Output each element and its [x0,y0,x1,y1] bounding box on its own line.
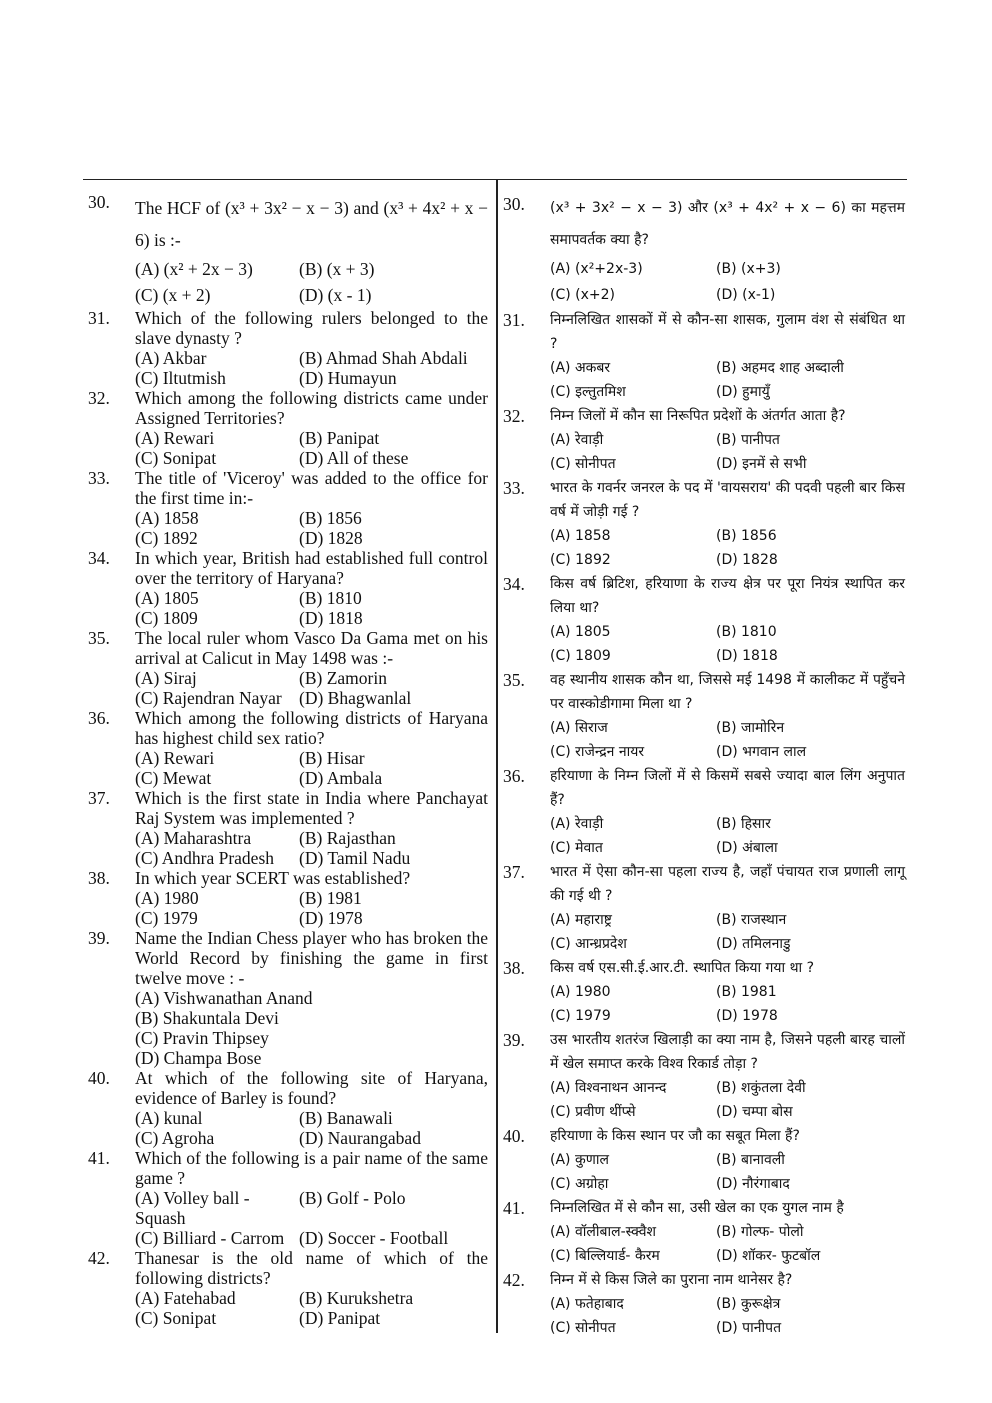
option-a: (A) (x² + 2x − 3) [135,259,253,279]
question-number: 36. [503,766,525,786]
question [503,572,905,668]
question-body [135,388,488,468]
option-d: (D) भगवान लाल [716,744,807,760]
option-b: (B) 1810 [716,624,777,640]
question-stem: किस वर्ष एस.सी.ई.आर.टी. स्थापित किया गया था ? [550,960,815,976]
question-number: 41. [88,1148,110,1168]
options [135,588,488,628]
option-a: (A) Siraj [135,668,197,688]
question [88,788,488,868]
option-c: (C) 1892 [135,528,198,548]
options [550,356,905,404]
question-stem: भारत के गवर्नर जनरल के पद में 'वायसराय' की पदवी पहली बार किस वर्ष में जोड़ी गई ? [550,480,905,520]
option-b: (B) Panipat [299,428,380,448]
option-b: (B) हिसार [716,816,771,832]
option-c: (C) Andhra Pradesh [135,848,275,868]
option-c: (C) Pravin Thipsey [135,1028,269,1048]
option-b: (B) जामोरिन [716,720,785,736]
option-c: (C) Rajendran Nayar [135,688,282,708]
option-d: (D) 1828 [299,528,363,548]
option-b: (B) 1810 [299,588,362,608]
options [550,812,905,860]
option-b: (B) Ahmad Shah Abdali [299,348,468,368]
option-a: (A) 1805 [135,588,199,608]
option-d: (D) (x - 1) [299,285,372,305]
question-stem: निम्न जिलों में कौन सा निरूपित प्रदेशों के अंतर्गत आता है? [550,408,846,424]
question-body [135,868,488,928]
question [503,1124,905,1196]
question-stem: (x³ + 3x² − x − 3) और (x³ + 4x² + x − 6) का महत्तम समापवर्तक क्या है? [550,200,905,248]
options [135,348,488,388]
question [88,708,488,788]
option-a: (A) kunal [135,1108,203,1128]
option-c: (C) सोनीपत [550,1320,616,1336]
option-a: (A) विश्वनाथन आनन्द [550,1080,667,1096]
question [88,388,488,468]
question-number: 42. [503,1270,525,1290]
question-stem: Which among the following districts of Haryana has highest child sex ratio? [135,708,488,748]
question-number: 34. [88,548,110,568]
option-b: (B) राजस्थान [716,912,787,928]
question [88,1068,488,1148]
option-b: (B) (x+3) [716,261,781,277]
option-b: (B) Banawali [299,1108,393,1128]
option-b: (B) शकुंतला देवी [716,1080,806,1096]
question-body [135,628,488,708]
option-c: (C) बिल्लियार्ड- कैरम [550,1248,660,1264]
question-stem: Name the Indian Chess player who has broken the World Record by finishing the game in first twelve move : - [135,928,488,988]
option-d: (D) Bhagwanlal [299,688,412,708]
option-a: (A) Vishwanathan Anand [135,988,313,1008]
question-stem: किस वर्ष ब्रिटिश, हरियाणा के राज्य क्षेत्र पर पूरा नियंत्र स्थापित कर लिया था? [550,576,905,616]
option-a: (A) सिराज [550,720,608,736]
options [550,1076,905,1124]
question-body [135,192,488,308]
option-d: (D) तमिलनाडु [716,936,791,952]
option-c: (C) मेवात [550,840,603,856]
option-c: (C) प्रवीण थींप्से [550,1104,636,1120]
option-a: (A) अकबर [550,360,611,376]
question-stem: वह स्थानीय शासक कौन था, जिससे मई 1498 में कालीकट में पहुँचने पर वास्कोडीगामा मिला था ? [550,672,905,712]
options [550,256,905,308]
option-d: (D) Champa Bose [135,1048,262,1068]
question-body [550,404,905,476]
option-d: (D) Naurangabad [299,1128,421,1148]
question-body [135,308,488,388]
option-c: (C) 1809 [550,648,611,664]
question-body [135,468,488,548]
option-d: (D) All of these [299,448,409,468]
option-d: (D) नौरंगाबाद [716,1176,790,1192]
question [503,308,905,404]
option-b: (B) Golf - Polo [299,1188,406,1208]
options [550,908,905,956]
question-number: 39. [503,1030,525,1050]
option-a: (A) महाराष्ट्र [550,912,612,928]
options [135,748,488,788]
options [135,1108,488,1148]
option-d: (D) 1818 [299,608,363,628]
question-number: 34. [503,574,525,594]
question [503,1268,905,1340]
question-number: 30. [88,192,110,212]
question-stem: The title of 'Viceroy' was added to the office for the first time in:- [135,468,488,508]
options [135,888,488,928]
question-body [550,1028,905,1124]
option-b: (B) पानीपत [716,432,780,448]
question [88,548,488,628]
option-d: (D) पानीपत [716,1320,782,1336]
hindi-column [503,192,905,1340]
question-number: 31. [503,310,525,330]
options [550,716,905,764]
option-a: (A) Fatehabad [135,1288,236,1308]
options [135,668,488,708]
question-stem: Which is the first state in India where Panchayat Raj System was implemented ? [135,788,488,828]
question-body [135,1068,488,1148]
question-number: 40. [503,1126,525,1146]
option-c: (C) राजेन्द्रन नायर [550,744,645,760]
option-c: (C) Agroha [135,1128,215,1148]
top-rule [83,179,907,180]
option-d: (D) 1978 [299,908,363,928]
option-d: (D) 1818 [716,648,778,664]
option-b: (B) 1856 [716,528,777,544]
option-a: (A) Rewari [135,748,215,768]
option-b: (B) Hisar [299,748,365,768]
options [135,828,488,868]
option-d: (D) चम्पा बोस [716,1104,793,1120]
option-a: (A) 1980 [135,888,199,908]
question [88,308,488,388]
question-body [550,668,905,764]
question [88,928,488,1068]
question-stem: निम्नलिखित में से कौन सा, उसी खेल का एक युगल नाम है [550,1200,844,1216]
question-number: 40. [88,1068,110,1088]
question-number: 32. [88,388,110,408]
option-d: (D) Humayun [299,368,397,388]
question-number: 38. [503,958,525,978]
option-a: (A) फतेहाबाद [550,1296,624,1312]
option-a: (A) (x²+2x-3) [550,261,643,277]
question-body [550,1196,905,1268]
option-b: (B) कुरूक्षेत्र [716,1296,781,1312]
question-number: 38. [88,868,110,888]
option-a: (A) Maharashtra [135,828,252,848]
question-number: 37. [503,862,525,882]
option-c: (C) इल्तुतमिश [550,384,626,400]
option-c: (C) Mewat [135,768,212,788]
column-divider [496,180,498,1333]
options [135,428,488,468]
question [503,476,905,572]
question-stem: निम्न में से किस जिले का पुराना नाम थानेसर है? [550,1272,793,1288]
options [135,508,488,548]
question [88,868,488,928]
option-a: (A) रेवाड़ी [550,432,604,448]
question-body [550,476,905,572]
option-a: (A) वॉलीबाल-स्क्वैश [550,1224,657,1240]
question-stem: In which year, British had established full control over the territory of Haryana? [135,548,488,588]
question-body [135,708,488,788]
question-stem: हरियाणा के किस स्थान पर जौ का सबूत मिला हैं? [550,1128,800,1144]
question-number: 31. [88,308,110,328]
question-number: 37. [88,788,110,808]
question-number: 35. [88,628,110,648]
question-body [135,1148,488,1248]
option-d: (D) Ambala [299,768,383,788]
option-a: (A) रेवाड़ी [550,816,604,832]
option-c: (C) Billiard - Carrom [135,1228,285,1248]
english-column [88,192,488,1328]
question-stem: Which of the following is a pair name of the same game ? [135,1148,488,1188]
option-b: (B) Kurukshetra [299,1288,414,1308]
option-d: (D) हुमायुँ [716,384,770,400]
option-a: (A) कुणाल [550,1152,609,1168]
question [503,404,905,476]
question-body [550,192,905,308]
option-a: (A) 1858 [135,508,199,528]
option-d: (D) शॉकर- फुटबॉल [716,1248,821,1264]
option-c: (C) आन्ध्रप्रदेश [550,936,627,952]
question-body [550,956,905,1028]
option-d: (D) इनमें से सभी [716,456,807,472]
option-c: (C) 1979 [135,908,198,928]
question-stem: हरियाणा के निम्न जिलों में से किसमें सबसे ज्यादा बाल लिंग अनुपात हैं? [550,768,905,808]
options [135,1288,488,1328]
option-c: (C) (x+2) [550,287,615,303]
question-body [550,1268,905,1340]
option-c: (C) Iltutmish [135,368,226,388]
question [503,192,905,308]
option-d: (D) Tamil Nadu [299,848,411,868]
option-b: (B) Rajasthan [299,828,396,848]
question-number: 30. [503,194,525,214]
question [503,1028,905,1124]
question-stem: The local ruler whom Vasco Da Gama met on his arrival at Calicut in May 1498 was :- [135,628,488,668]
question [503,1196,905,1268]
question-number: 39. [88,928,110,948]
options [550,1292,905,1340]
option-a: (A) 1980 [550,984,611,1000]
question-number: 33. [503,478,525,498]
question [503,764,905,860]
question-stem: At which of the following site of Haryana, evidence of Barley is found? [135,1068,488,1108]
question-number: 33. [88,468,110,488]
question [503,668,905,764]
option-c: (C) (x + 2) [135,285,211,305]
question-number: 42. [88,1248,110,1268]
option-b: (B) 1981 [299,888,362,908]
options [550,1148,905,1196]
options [550,620,905,668]
question [88,1148,488,1248]
question-number: 41. [503,1198,525,1218]
option-a: (A) 1858 [550,528,611,544]
option-b: (B) गोल्फ- पोलो [716,1224,804,1240]
option-b: (B) बानावली [716,1152,785,1168]
option-c: (C) 1809 [135,608,198,628]
option-c: (C) Sonipat [135,448,217,468]
option-b: (B) Shakuntala Devi [135,1008,279,1028]
option-c: (C) 1979 [550,1008,611,1024]
option-a: (A) 1805 [550,624,611,640]
option-d: (D) (x-1) [716,287,776,303]
question-body [135,788,488,868]
option-d: (D) अंबाला [716,840,778,856]
options [550,1220,905,1268]
question-body [550,308,905,404]
option-b: (B) (x + 3) [299,259,375,279]
question-body [550,860,905,956]
option-c: (C) सोनीपत [550,456,616,472]
question-number: 35. [503,670,525,690]
option-d: (D) 1828 [716,552,778,568]
question-stem: Which among the following districts came under Assigned Territories? [135,388,488,428]
question-stem: उस भारतीय शतरंज खिलाड़ी का क्या नाम है, जिसने पहली बारह चालों में खेल समाप्त करके विश्व रिकार्ड तोड़ा ? [550,1032,905,1072]
options [550,980,905,1028]
question [88,192,488,308]
question-stem: In which year SCERT was established? [135,868,411,888]
option-a: (A) Volley ball - Squash [135,1188,250,1228]
option-d: (D) Soccer - Football [299,1228,449,1248]
question-stem: Thanesar is the old name of which of the following districts? [135,1248,488,1288]
question-body [135,548,488,628]
options [550,428,905,476]
option-c: (C) अग्रोहा [550,1176,609,1192]
option-a: (A) Akbar [135,348,207,368]
question [88,628,488,708]
question-stem: निम्नलिखित शासकों में से कौन-सा शासक, गुलाम वंश से संबंधित था ? [550,312,905,352]
option-b: (B) 1856 [299,508,362,528]
question [503,956,905,1028]
options [135,988,488,1068]
question-stem: भारत में ऐसा कौन-सा पहला राज्य है, जहाँ पंचायत राज प्रणाली लागू की गई थी ? [550,864,905,904]
question [88,1248,488,1328]
question-stem: The HCF of (x³ + 3x² − x − 3) and (x³ + 4x² + x − 6) is :- [135,198,488,250]
options [550,524,905,572]
question-body [550,764,905,860]
options [135,1188,488,1248]
question-body [550,572,905,668]
option-d: (D) 1978 [716,1008,778,1024]
question-body [135,1248,488,1328]
option-a: (A) Rewari [135,428,215,448]
option-c: (C) Sonipat [135,1308,217,1328]
question-stem: Which of the following rulers belonged to the slave dynasty ? [135,308,488,348]
question-number: 36. [88,708,110,728]
question-number: 32. [503,406,525,426]
question [88,468,488,548]
option-b: (B) अहमद शाह अब्दाली [716,360,844,376]
question-body [135,928,488,1068]
question [503,860,905,956]
option-b: (B) 1981 [716,984,777,1000]
option-d: (D) Panipat [299,1308,381,1328]
option-c: (C) 1892 [550,552,611,568]
question-body [550,1124,905,1196]
options [135,256,488,308]
option-b: (B) Zamorin [299,668,387,688]
